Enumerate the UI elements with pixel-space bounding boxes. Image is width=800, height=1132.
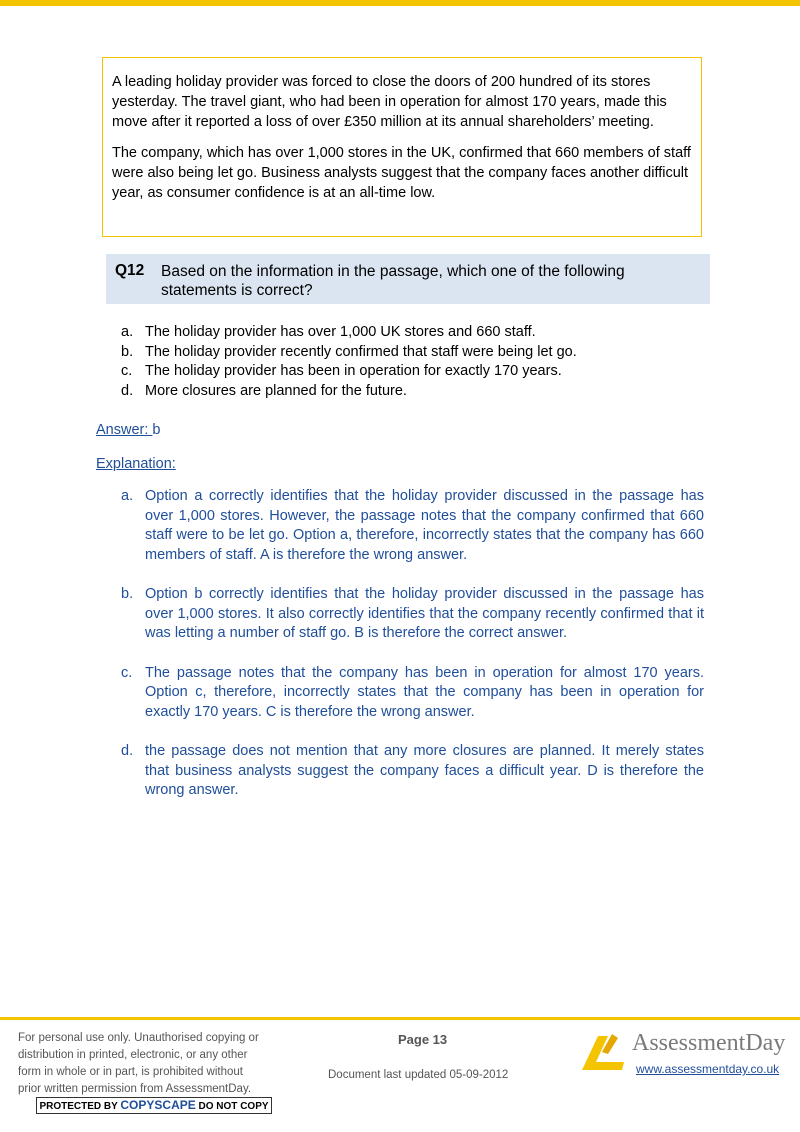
footer-accent-bar	[0, 1017, 800, 1020]
explanation-d	[121, 742, 704, 801]
legal-line: prior written permission from AssessmentDay.	[18, 1083, 252, 1095]
question-text: Based on the information in the passage, which one of the following statements is correct?	[161, 263, 625, 299]
option-letter: d.	[121, 382, 134, 399]
legal-line: distribution in printed, electronic, or any other	[18, 1049, 248, 1061]
copyscape-badge[interactable]	[36, 1097, 272, 1114]
option-text: More closures are planned for the future.	[145, 382, 407, 399]
answer-line	[96, 422, 161, 438]
explanation-a	[121, 487, 704, 565]
passage-box	[102, 57, 702, 237]
explanation-text: Option b correctly identifies that the holiday provider discussed in the passage has over 1,000 stores. It also correctly identifies that the company recently confirmed that it was letting a number of staff go. B is therefore the correct answer.	[145, 586, 704, 641]
option-a	[121, 323, 711, 343]
answer-options	[121, 323, 711, 401]
option-letter: a.	[121, 324, 134, 340]
brand-url-link[interactable]: www.assessmentday.co.uk	[636, 1062, 780, 1076]
option-text: The holiday provider has over 1,000 UK stores and 660 staff.	[145, 324, 536, 340]
option-letter: c.	[121, 363, 133, 379]
explanation-letter: b.	[121, 586, 134, 602]
explanation-b	[121, 585, 704, 644]
option-d	[121, 382, 711, 402]
explanation-c	[121, 664, 704, 723]
top-accent-bar	[0, 0, 800, 6]
brand-name: AssessmentDay	[632, 1030, 786, 1056]
question-number: Q12	[115, 262, 145, 279]
option-letter: b.	[121, 343, 134, 360]
explanation-letter: d.	[121, 743, 134, 759]
explanation-label: Explanation:	[96, 456, 176, 472]
option-text: The holiday provider has been in operation for exactly 170 years.	[145, 363, 562, 379]
answer-value: b	[152, 422, 161, 438]
option-b	[121, 343, 711, 363]
passage-paragraph-2: The company, which has over 1,000 stores in the UK, confirmed that 660 members of staff were also being let go. Business analysts suggest that the company faces another difficult year, as consumer confidence is at an all-time low.	[112, 145, 691, 201]
answer-label: Answer:	[96, 422, 153, 438]
explanation-text: the passage does not mention that any more closures are planned. It merely states that business analysts suggest the company faces a difficult year. D is therefore the wrong answer.	[145, 743, 704, 798]
explanation-letter: c.	[121, 664, 133, 681]
option-text: The holiday provider recently confirmed that staff were being let go.	[145, 343, 577, 360]
copyscape-brand: COPYSCAPE	[120, 1098, 196, 1112]
explanation-text: Option a correctly identifies that the holiday provider discussed in the passage has over 1,000 stores. However, the passage notes that the company confirmed that 660 staff were to be let go. Option a, therefore, incorrectly states that the company has 660 members of staff. A is therefore the wrong answer.	[145, 488, 704, 563]
legal-line: For personal use only. Unauthorised copying or	[18, 1032, 259, 1044]
copyscape-suffix: DO NOT COPY	[195, 1101, 269, 1112]
page-number: Page 13	[398, 1032, 448, 1047]
legal-notice	[18, 1030, 298, 1098]
assessmentday-logo-icon	[578, 1030, 628, 1074]
question-box	[106, 254, 710, 304]
legal-line: form in whole or in part, is prohibited without	[18, 1066, 243, 1078]
last-updated: Document last updated 05-09-2012	[328, 1069, 509, 1081]
option-c	[121, 362, 711, 382]
explanation-list	[121, 487, 704, 821]
passage-paragraph-1: A leading holiday provider was forced to close the doors of 200 hundred of its stores yesterday. The travel giant, who had been in operation for almost 170 years, made this move after it reported a loss of over £350 million at its annual shareholders’ meeting.	[112, 74, 667, 130]
explanation-letter: a.	[121, 488, 134, 504]
copyscape-prefix: PROTECTED BY	[39, 1101, 121, 1112]
explanation-text: The passage notes that the company has been in operation for almost 170 years. Option c, therefore, incorrectly states that the company has been in operation for exactly 170 years. C is therefore the wrong answer.	[145, 664, 704, 720]
